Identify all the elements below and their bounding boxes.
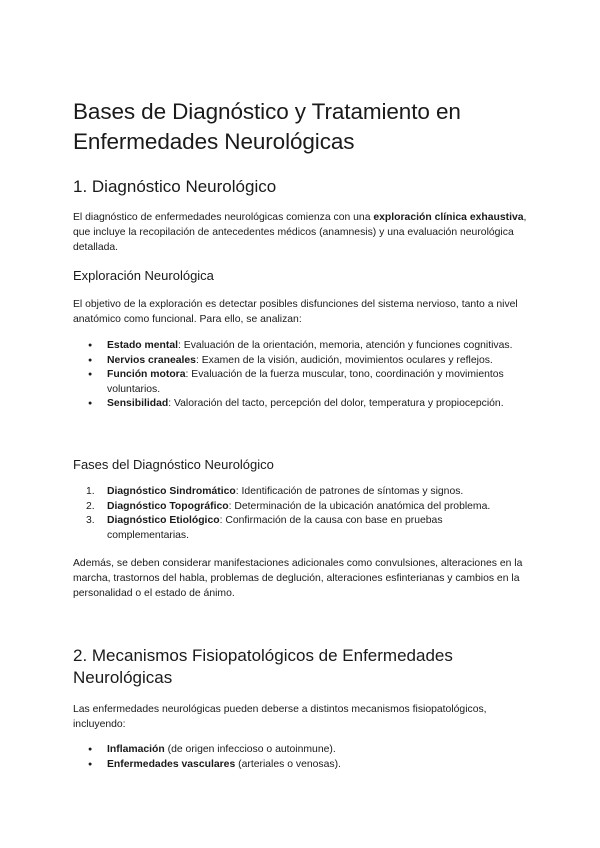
- mecanismos-list: [88, 743, 518, 772]
- list-item-term: Inflamación: [107, 744, 165, 755]
- list-item-desc: : Evaluación de la orientación, memoria, atención y funciones cognitivas.: [178, 340, 513, 351]
- list-item-term: Diagnóstico Topográfico: [107, 500, 229, 512]
- list-number: 3.: [86, 515, 95, 527]
- exploracion-heading: Exploración Neurológica: [73, 268, 214, 283]
- list-item: [88, 743, 518, 758]
- fases-heading: Fases del Diagnóstico Neurológico: [73, 457, 274, 472]
- list-item: [88, 758, 518, 773]
- list-item-desc: (de origen infeccioso o autoinmune).: [164, 744, 336, 755]
- list-item: [88, 368, 518, 397]
- list-item-term: Estado mental: [107, 340, 179, 351]
- list-item: [88, 514, 518, 543]
- list-item-term: Nervios craneales: [107, 354, 196, 366]
- list-number: 2.: [86, 500, 95, 512]
- exploracion-list: [88, 339, 518, 412]
- list-item: [88, 339, 518, 354]
- section1-intro-pre: El diagnóstico de enfermedades neurológicas comienza con una: [73, 212, 374, 223]
- section1-intro-post: , que incluye la recopilación de antecedentes médicos (anamnesis) y una evaluación neurológica detallada.: [73, 212, 527, 253]
- section1-intro-bold: exploración clínica exhaustiva: [373, 212, 524, 223]
- list-item-term: Diagnóstico Sindromático: [107, 486, 236, 497]
- list-item-term: Sensibilidad: [107, 398, 169, 410]
- list-item-desc: : Valoración del tacto, percepción del dolor, temperatura y propiocepción.: [168, 398, 504, 410]
- list-item-desc: : Examen de la visión, audición, movimientos oculares y reflejos.: [195, 354, 493, 366]
- section1-closing: Además, se deben considerar manifestaciones adicionales como convulsiones, alteraciones en la marcha, trastornos del habla, problemas de deglución, alteraciones esfinterianas y cambios en la personalidad o el estado de ánimo.: [73, 558, 523, 599]
- list-item: [88, 485, 518, 500]
- section2-intro: Las enfermedades neurológicas pueden deberse a distintos mecanismos fisiopatológicos, incluyendo:: [73, 704, 487, 730]
- section1-heading: 1. Diagnóstico Neurológico: [73, 177, 277, 196]
- list-number: 1.: [86, 486, 95, 497]
- exploracion-text: El objetivo de la exploración es detectar posibles disfunciones del sistema nervioso, tanto a nivel anatómico como funcional. Para ello, se analizan:: [73, 299, 518, 325]
- section2-heading: 2. Mecanismos Fisiopatológicos de Enfermedades Neurológicas: [73, 646, 453, 687]
- section1-intro: [73, 210, 528, 255]
- list-item-desc: : Determinación de la ubicación anatómica del problema.: [228, 500, 491, 512]
- list-item-desc: : Identificación de patrones de síntomas y signos.: [235, 486, 464, 497]
- list-item-term: Diagnóstico Etiológico: [107, 515, 220, 527]
- list-item-term: Función motora: [107, 369, 186, 381]
- document-title: Bases de Diagnóstico y Tratamiento en Enfermedades Neurológicas: [73, 99, 461, 154]
- list-item: [88, 397, 518, 412]
- fases-list: [88, 485, 518, 543]
- list-item-desc: : Evaluación de la fuerza muscular, tono, coordinación y movimientos voluntarios.: [107, 369, 504, 395]
- list-item-desc: : Confirmación de la causa con base en pruebas complementarias.: [107, 515, 443, 541]
- list-item-desc: (arteriales o venosas).: [235, 758, 341, 770]
- list-item: [88, 500, 518, 515]
- list-item-term: Enfermedades vasculares: [107, 758, 236, 770]
- list-item: [88, 354, 518, 369]
